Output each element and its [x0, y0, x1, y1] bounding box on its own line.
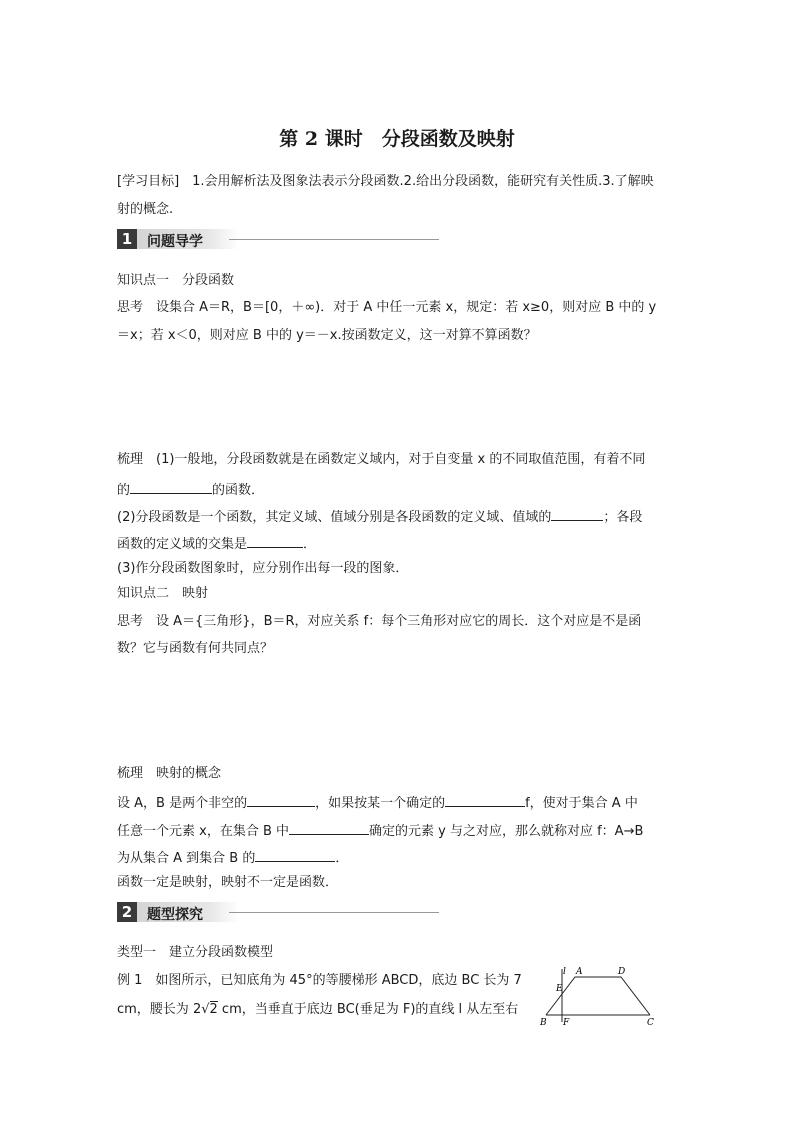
fill-blank [247, 793, 315, 807]
section-number: 2 [117, 902, 137, 922]
section-rule [229, 912, 439, 913]
section-label: 问题导学 [147, 234, 203, 250]
label-d: D [618, 967, 626, 977]
learning-objectives-line2: 射的概念. [117, 202, 174, 217]
label-a: A [576, 967, 583, 977]
kp1-summary-2a: (2)分段函数是一个函数，其定义域、值域分别是各段函数的定义域、值域的 ；各段 [117, 507, 642, 526]
page-title: 第 2 课时 分段函数及映射 [279, 128, 515, 150]
section-label: 题型探究 [147, 907, 203, 923]
kp1-think-line2: ＝x；若 x＜0，则对应 B 中的 y＝－x.按函数定义，这一对算不算函数？ [117, 328, 537, 343]
kp2-summary-heading: 梳理 映射的概念 [117, 766, 222, 781]
knowledge-point-2-heading: 知识点二 映射 [117, 586, 209, 601]
kp2-mapping-line1: 设 A，B 是两个非空的 ，如果按某一个确定的 f，使对于集合 A 中 [117, 793, 638, 812]
kp1-summary-2b: 函数的定义域的交集是 ． [117, 534, 316, 553]
knowledge-point-1-heading: 知识点一 分段函数 [117, 273, 235, 288]
kp2-think-line1: 思考 设 A＝{三角形}，B＝R，对应关系 f：每个三角形对应它的周长．这个对应是不是函 [117, 614, 642, 629]
fill-blank [130, 480, 212, 494]
fill-blank [551, 507, 603, 521]
kp2-mapping-line3: 为从集合 A 到集合 B 的 ． [117, 848, 348, 867]
fill-blank [445, 793, 525, 807]
label-b: B [540, 1018, 547, 1028]
sqrt-radicand: 2 [209, 1002, 218, 1017]
fill-blank [247, 534, 303, 548]
label-f: F [563, 1018, 570, 1028]
trapezoid-figure [535, 962, 665, 1030]
label-c: C [647, 1018, 654, 1028]
kp1-summary-3: (3)作分段函数图象时，应分别作出每一段的图象． [117, 561, 409, 576]
kp1-think-line1: 思考 设集合 A＝R，B＝[0，＋∞)．对于 A 中任一元素 x，规定：若 x≥0，则对应 B 中的 y [117, 300, 657, 315]
label-l: l [563, 967, 566, 977]
example-1-line2: cm，腰长为 2√2 cm，当垂直于底边 BC(垂足为 F)的直线 l 从左至右 [117, 1002, 519, 1017]
learning-objectives-line1: [学习目标] 1.会用解析法及图象法表示分段函数.2.给出分段函数，能研究有关性质.3.了解映 [117, 174, 654, 189]
fill-blank [289, 821, 369, 835]
kp2-think-line2: 数？它与函数有何共同点？ [117, 641, 274, 656]
section-rule [229, 239, 439, 240]
kp1-summary-1b: 的 的函数． [117, 480, 264, 499]
kp2-mapping-line2: 任意一个元素 x，在集合 B 中 确定的元素 y 与之对应，那么就称对应 f：A→B [117, 821, 643, 840]
label-e: E [556, 984, 563, 994]
kp2-note: 函数一定是映射，映射不一定是函数． [117, 875, 339, 890]
sqrt-symbol: √ [201, 1002, 210, 1017]
type-1-heading: 类型一 建立分段函数模型 [117, 945, 274, 960]
example-1-line1: 例 1 如图所示，已知底角为 45°的等腰梯形 ABCD，底边 BC 长为 7 [117, 973, 522, 988]
kp1-summary-1a: 梳理 (1)一般地，分段函数就是在函数定义域内，对于自变量 x 的不同取值范围，有着不同 [117, 452, 646, 467]
section-number: 1 [117, 229, 137, 249]
fill-blank [255, 848, 335, 862]
